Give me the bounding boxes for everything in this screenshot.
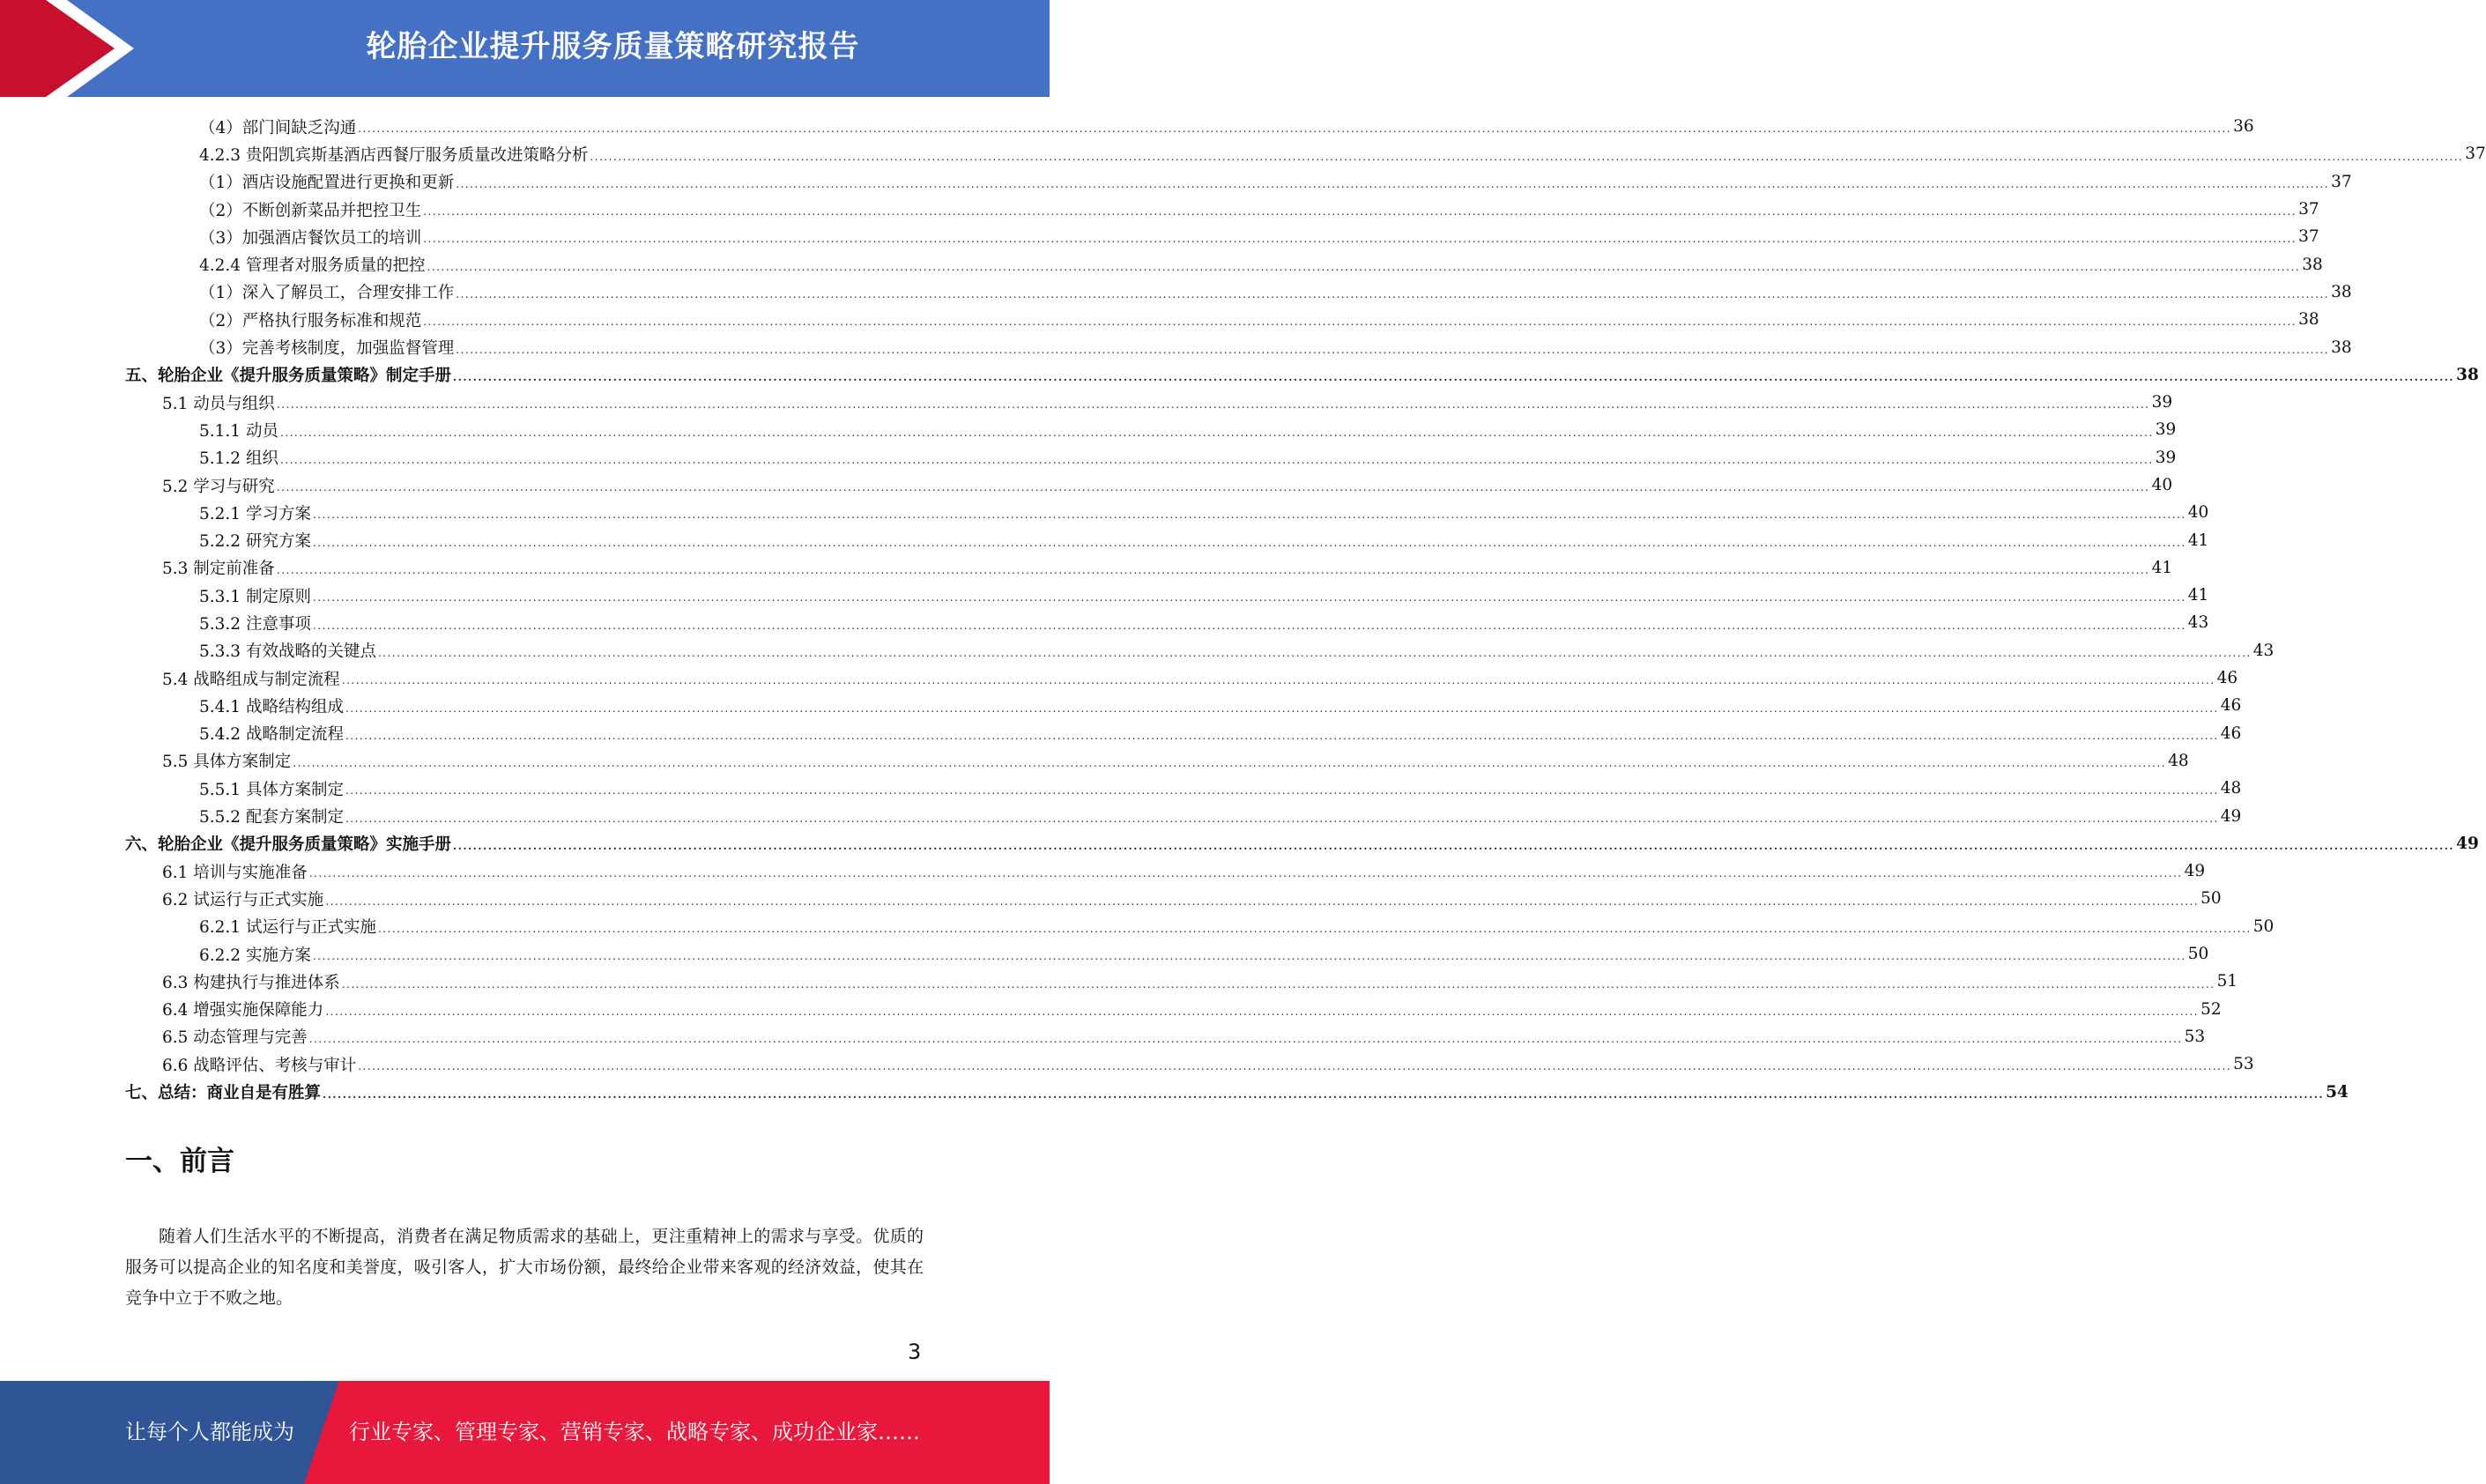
toc-entry[interactable] <box>125 278 2352 306</box>
toc-entry[interactable] <box>125 113 2254 140</box>
toc-entry[interactable] <box>125 802 2242 829</box>
toc-entry-label: 5.5.1 具体方案制定 <box>199 780 344 799</box>
toc-entry-page: 49 <box>2456 834 2479 853</box>
toc-entry-page: 38 <box>2298 310 2319 330</box>
toc-entry-page: 50 <box>2187 945 2209 964</box>
toc-entry[interactable] <box>125 444 2177 471</box>
toc-entry-label: （3）完善考核制度，加强监督管理 <box>199 339 455 359</box>
toc-entry[interactable] <box>125 857 2206 885</box>
toc-leader-dots: ................................................................................................................................................................................................................................................................................................................................................................................................................ <box>308 867 2183 880</box>
toc-leader-dots: ................................................................................................................................................................................................................................................................................................................................................................................................................ <box>276 564 2150 577</box>
toc-entry-page: 49 <box>2220 806 2242 826</box>
toc-entry[interactable] <box>125 389 2173 416</box>
toc-entry-page: 39 <box>2155 448 2177 467</box>
report-title: 轮胎企业提升服务质量策略研究报告 <box>366 29 860 64</box>
toc-leader-dots: ................................................................................................................................................................................................................................................................................................................................................................................................................ <box>312 591 2186 605</box>
toc-entry-label: 5.4.1 战略结构组成 <box>199 697 344 716</box>
toc-entry-label: 5.3.1 制定原则 <box>199 587 311 606</box>
toc-entry[interactable] <box>125 968 2238 995</box>
toc-entry-label: 6.5 动态管理与完善 <box>162 1028 308 1048</box>
toc-entry-page: 52 <box>2200 999 2222 1019</box>
toc-entry-page: 40 <box>2187 503 2209 523</box>
toc-entry-label: 5.1.2 组织 <box>199 449 278 469</box>
toc-entry-page: 46 <box>2216 669 2238 688</box>
toc-leader-dots: ................................................................................................................................................................................................................................................................................................................................................................................................................ <box>312 950 2186 963</box>
toc-leader-dots: ................................................................................................................................................................................................................................................................................................................................................................................................................ <box>308 1033 2183 1046</box>
toc-leader-dots: ................................................................................................................................................................................................................................................................................................................................................................................................................ <box>345 812 2219 825</box>
toc-entry[interactable] <box>125 940 2209 968</box>
toc-entry-page: 50 <box>2252 916 2275 936</box>
toc-leader-dots: ................................................................................................................................................................................................................................................................................................................................................................................................................ <box>276 398 2150 412</box>
toc-entry-page: 38 <box>2331 282 2352 301</box>
toc-entry-label: 5.2.1 学习方案 <box>199 504 311 523</box>
toc-entry-label: 五、轮胎企业《提升服务质量策略》制定手册 <box>125 367 452 386</box>
toc-entry-label: 5.2.2 研究方案 <box>199 532 311 552</box>
toc-entry-page: 51 <box>2216 972 2238 991</box>
toc-leader-dots: ................................................................................................................................................................................................................................................................................................................................................................................................................ <box>456 288 2330 301</box>
toc-leader-dots: ................................................................................................................................................................................................................................................................................................................................................................................................................ <box>325 894 2200 908</box>
toc-entry-page: 39 <box>2151 393 2173 412</box>
toc-entry-page: 38 <box>2331 338 2352 357</box>
toc-entry[interactable] <box>125 747 2189 775</box>
toc-entry[interactable] <box>125 1078 2349 1105</box>
toc-leader-dots: ................................................................................................................................................................................................................................................................................................................................................................................................................ <box>293 757 2167 770</box>
toc-leader-dots: ................................................................................................................................................................................................................................................................................................................................................................................................................ <box>427 260 2301 273</box>
section-heading: 一、前言 <box>125 1146 234 1177</box>
toc-entry-label: 5.4 战略组成与制定流程 <box>162 670 340 689</box>
toc-entry-page: 41 <box>2187 531 2209 550</box>
toc-entry[interactable] <box>125 1050 2254 1078</box>
page-header <box>0 0 1050 97</box>
toc-entry[interactable] <box>125 250 2323 278</box>
toc-entry[interactable] <box>125 885 2222 912</box>
toc-entry-page: 37 <box>2465 145 2486 164</box>
toc-leader-dots: ................................................................................................................................................................................................................................................................................................................................................................................................................ <box>453 840 2455 853</box>
toc-entry[interactable] <box>125 720 2242 747</box>
toc-entry-label: （1）深入了解员工，合理安排工作 <box>199 284 455 303</box>
toc-leader-dots: ................................................................................................................................................................................................................................................................................................................................................................................................................ <box>358 1060 2232 1073</box>
toc-entry[interactable] <box>125 775 2242 802</box>
toc-entry-label: 5.2 学习与研究 <box>162 477 275 496</box>
toc-entry-label: 5.3.3 有效战略的关键点 <box>199 642 376 662</box>
toc-entry[interactable] <box>125 333 2352 360</box>
toc-entry[interactable] <box>125 499 2209 526</box>
toc-entry-label: 4.2.4 管理者对服务质量的把控 <box>199 256 426 276</box>
toc-entry-label: 六、轮胎企业《提升服务质量策略》实施手册 <box>125 835 452 855</box>
toc-entry-page: 36 <box>2233 117 2254 137</box>
toc-entry-label: 5.5.2 配套方案制定 <box>199 808 344 827</box>
toc-entry-label: 6.4 增强实施保障能力 <box>162 1001 324 1020</box>
toc-leader-dots: ................................................................................................................................................................................................................................................................................................................................................................................................................ <box>456 177 2330 190</box>
toc-leader-dots: ................................................................................................................................................................................................................................................................................................................................................................................................................ <box>358 122 2232 136</box>
toc-entry[interactable] <box>125 223 2319 250</box>
footer-slogan-right: 行业专家、管理专家、营销专家、战略专家、成功企业家…… <box>349 1420 920 1444</box>
toc-entry-page: 46 <box>2220 723 2242 743</box>
toc-entry-page: 43 <box>2187 613 2209 633</box>
toc-entry[interactable] <box>125 140 2486 167</box>
toc-leader-dots: ................................................................................................................................................................................................................................................................................................................................................................................................................ <box>312 619 2186 632</box>
toc-entry-page: 38 <box>2302 255 2323 274</box>
toc-entry[interactable] <box>125 471 2173 499</box>
toc-entry-page: 40 <box>2151 476 2173 494</box>
toc-leader-dots: ................................................................................................................................................................................................................................................................................................................................................................................................................ <box>423 315 2297 329</box>
toc-entry[interactable] <box>125 637 2275 664</box>
toc-entry-page: 38 <box>2456 365 2479 384</box>
toc-entry-page: 37 <box>2298 200 2319 219</box>
toc-entry-label: 6.2.2 实施方案 <box>199 946 311 965</box>
toc-leader-dots: ................................................................................................................................................................................................................................................................................................................................................................................................................ <box>312 508 2186 522</box>
toc-entry-label: 七、总结：商业自是有胜算 <box>125 1084 322 1103</box>
toc-leader-dots: ................................................................................................................................................................................................................................................................................................................................................................................................................ <box>345 784 2219 798</box>
toc-entry[interactable] <box>125 526 2209 553</box>
toc-entry[interactable] <box>125 361 2479 389</box>
toc-entry-page: 39 <box>2155 420 2177 440</box>
toc-entry-label: 5.3.2 注意事项 <box>199 614 311 634</box>
toc-entry-label: 4.2.3 贵阳凯宾斯基酒店西餐厅服务质量改进策略分析 <box>199 145 589 165</box>
toc-entry-page: 37 <box>2331 172 2352 191</box>
toc-entry[interactable] <box>125 1023 2206 1050</box>
toc-leader-dots: ................................................................................................................................................................................................................................................................................................................................................................................................................ <box>341 674 2215 687</box>
toc-entry-label: 5.1.1 动员 <box>199 421 278 441</box>
toc-entry-label: （1）酒店设施配置进行更换和更新 <box>199 174 455 193</box>
toc-entry-page: 41 <box>2151 558 2173 577</box>
toc-leader-dots: ................................................................................................................................................................................................................................................................................................................................................................................................................ <box>423 205 2297 219</box>
toc-entry[interactable] <box>125 830 2479 857</box>
toc-entry-page: 49 <box>2184 862 2206 881</box>
toc-entry-page: 50 <box>2200 889 2222 909</box>
table-of-contents <box>125 113 2486 1106</box>
toc-leader-dots: ................................................................................................................................................................................................................................................................................................................................................................................................................ <box>590 150 2464 163</box>
toc-entry[interactable] <box>125 416 2177 443</box>
toc-leader-dots: ................................................................................................................................................................................................................................................................................................................................................................................................................ <box>341 977 2215 991</box>
toc-leader-dots: ................................................................................................................................................................................................................................................................................................................................................................................................................ <box>325 1005 2200 1018</box>
toc-entry-page: 48 <box>2168 751 2189 770</box>
toc-entry[interactable] <box>125 306 2319 333</box>
toc-entry-label: 6.2 试运行与正式实施 <box>162 890 324 909</box>
toc-entry[interactable] <box>125 582 2209 609</box>
toc-entry-page: 53 <box>2184 1027 2206 1046</box>
toc-entry-label: 6.3 构建执行与推进体系 <box>162 973 340 992</box>
toc-leader-dots: ................................................................................................................................................................................................................................................................................................................................................................................................................ <box>345 729 2219 742</box>
toc-entry-label: （2）严格执行服务标准和规范 <box>199 311 422 330</box>
toc-entry-label: 5.1 动员与组织 <box>162 394 275 413</box>
toc-entry-label: 5.4.2 战略制定流程 <box>199 725 344 745</box>
toc-entry-label: （4）部门间缺乏沟通 <box>199 118 357 137</box>
toc-leader-dots: ................................................................................................................................................................................................................................................................................................................................................................................................................ <box>423 233 2297 246</box>
page-number: 3 <box>908 1339 922 1364</box>
toc-entry-label: 6.2.1 试运行与正式实施 <box>199 918 376 938</box>
toc-entry-label: 6.1 培训与实施准备 <box>162 863 308 882</box>
toc-entry[interactable] <box>125 196 2319 223</box>
toc-entry-label: 6.6 战略评估、考核与审计 <box>162 1056 357 1075</box>
toc-entry[interactable] <box>125 692 2242 719</box>
toc-entry-page: 41 <box>2187 586 2209 605</box>
toc-leader-dots: ................................................................................................................................................................................................................................................................................................................................................................................................................ <box>456 343 2330 356</box>
toc-entry-label: 5.3 制定前准备 <box>162 560 275 579</box>
toc-leader-dots: ................................................................................................................................................................................................................................................................................................................................................................................................................ <box>323 1087 2325 1101</box>
toc-leader-dots: ................................................................................................................................................................................................................................................................................................................................................................................................................ <box>276 481 2150 494</box>
body-paragraph: 随着人们生活水平的不断提高，消费者在满足物质需求的基础上，更注重精神上的需求与享受。优质的服务可以提高企业的知名度和美誉度，吸引客人，扩大市场份额，最终给企业带来客观的经济效益，使其在竞争中立于不败之地。 <box>125 1227 924 1308</box>
toc-leader-dots: ................................................................................................................................................................................................................................................................................................................................................................................................................ <box>377 646 2252 659</box>
toc-entry-page: 46 <box>2220 696 2242 716</box>
toc-leader-dots: ................................................................................................................................................................................................................................................................................................................................................................................................................ <box>453 370 2455 383</box>
toc-leader-dots: ................................................................................................................................................................................................................................................................................................................................................................................................................ <box>279 426 2154 439</box>
toc-entry[interactable] <box>125 554 2173 582</box>
toc-entry-label: （2）不断创新菜品并把控卫生 <box>199 201 422 220</box>
toc-entry-label: （3）加强酒店餐饮员工的培训 <box>199 228 422 248</box>
toc-leader-dots: ................................................................................................................................................................................................................................................................................................................................................................................................................ <box>377 922 2252 935</box>
footer-slogan-left: 让每个人都能成为 <box>125 1420 294 1444</box>
toc-leader-dots: ................................................................................................................................................................................................................................................................................................................................................................................................................ <box>312 536 2186 549</box>
toc-entry-label: 5.5 具体方案制定 <box>162 753 292 772</box>
toc-entry[interactable] <box>125 664 2238 692</box>
page-footer <box>0 1381 1050 1484</box>
toc-entry-page: 54 <box>2326 1082 2349 1102</box>
toc-entry[interactable] <box>125 913 2275 940</box>
toc-leader-dots: ................................................................................................................................................................................................................................................................................................................................................................................................................ <box>345 701 2219 715</box>
toc-entry-page: 53 <box>2233 1055 2254 1074</box>
toc-entry-page: 37 <box>2298 227 2319 247</box>
toc-entry[interactable] <box>125 609 2209 636</box>
toc-entry[interactable] <box>125 168 2352 196</box>
toc-entry-page: 48 <box>2220 779 2242 798</box>
arrow-chevron-icon <box>0 0 141 97</box>
toc-entry[interactable] <box>125 996 2222 1023</box>
toc-leader-dots: ................................................................................................................................................................................................................................................................................................................................................................................................................ <box>279 453 2154 466</box>
toc-entry-page: 43 <box>2252 641 2275 660</box>
